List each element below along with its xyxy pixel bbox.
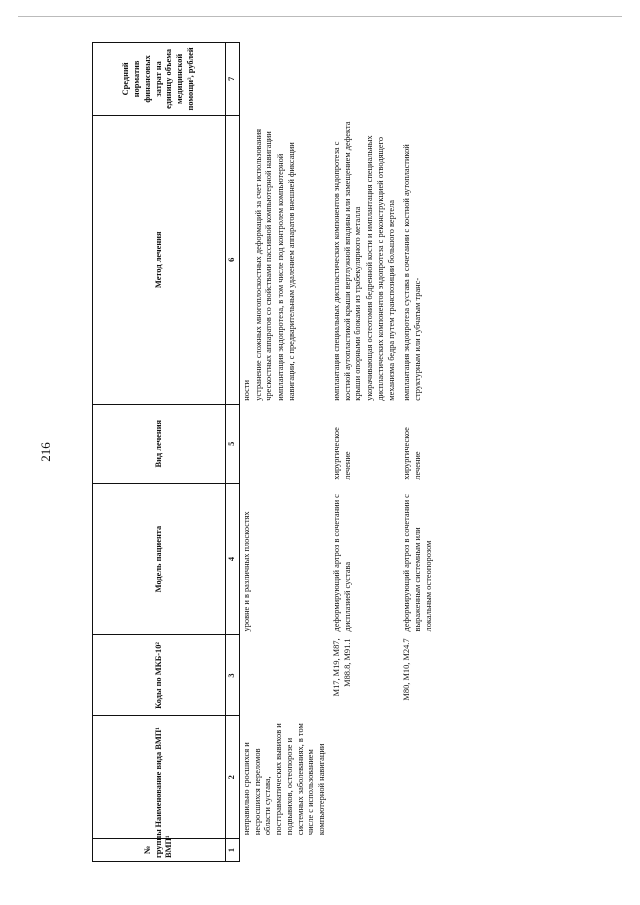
- method-item: устранение сложных многоплоскостных деформаций за счет использования чрескостных аппаратов со свойствами пассивной компьютерной навигации: [253, 128, 274, 401]
- column-number: 7: [226, 43, 240, 116]
- method-item: имплантация эндопротеза, в том числе под контролем компьютерной навигации, с предварительным удалением аппаратов внешней фиксации: [276, 142, 296, 401]
- vmp-table: [92, 42, 437, 862]
- cost-cell: [400, 43, 436, 116]
- vmp-name-cell: [330, 716, 401, 839]
- treatment-type-cell: хирургическое лечение: [402, 427, 422, 480]
- page-number: 216: [38, 442, 53, 462]
- rotated-page: [92, 42, 532, 862]
- header-treatment-method: Метод лечения: [93, 115, 226, 404]
- table-row: [400, 43, 436, 862]
- icd-codes-cell: M17, M19, M87, M88.8, M91.1: [331, 638, 352, 697]
- column-number: 4: [226, 483, 240, 635]
- vmp-name-cell: неправильно сросшихся и несросшихся переломов области сустава, посттравматических вывихов и подвывихов, остеопорозе и системных заболеваниях, в том числе с использованием компьютерной навигации: [241, 723, 326, 836]
- column-number-row: [226, 43, 240, 862]
- column-number: 3: [226, 635, 240, 716]
- header-vmp-name: Наименование вида ВМП¹: [93, 716, 226, 839]
- column-number: 1: [226, 839, 240, 862]
- header-group-number: № группы ВМП¹: [93, 839, 226, 862]
- column-number: 5: [226, 404, 240, 483]
- column-number: 6: [226, 115, 240, 404]
- table-row: [330, 43, 401, 862]
- table-row: [239, 43, 330, 862]
- column-number: 2: [226, 716, 240, 839]
- header-cost: Средний норматив финансовых затрат на единицу объема медицинской помощи³, рублей: [93, 43, 226, 116]
- treatment-type-cell: хирургическое лечение: [331, 427, 352, 480]
- treatment-type-cell: [239, 404, 330, 483]
- header-patient-model: Модель пациента: [93, 483, 226, 635]
- top-rule: [18, 16, 622, 17]
- cost-cell: [239, 43, 330, 116]
- header-treatment-type: Вид лечения: [93, 404, 226, 483]
- header-icd-codes: Коды по МКБ-10²: [93, 635, 226, 716]
- icd-codes-cell: M80, M10, M24.7: [402, 638, 412, 701]
- treatment-method-cell: [400, 115, 436, 404]
- header-row: [93, 43, 226, 862]
- treatment-method-cell: [330, 115, 401, 404]
- vmp-name-cell: [400, 716, 436, 839]
- patient-model-cell: деформирующий артроз в сочетании с выраженным системным или локальным остеопорозом: [402, 494, 433, 632]
- method-item: имплантация специальных диспластических компонентов эндопротеза с костной аутопластикой крыши вертлужной впадины или замещением дефекта крыши опорными блоками из трабекулярного металла: [331, 121, 363, 401]
- patient-model-cell: деформирующий артроз в сочетании с дисплазией сустава: [331, 494, 352, 632]
- method-item: укорачивающая остеотомия бедренной кости и имплантация специальных диспластических компонентов эндопротеза с реконструкцией отводящего механизма бедра путем транспозиции большого вертела: [365, 135, 396, 401]
- icd-codes-cell: [239, 635, 330, 716]
- treatment-method-cell: [239, 115, 330, 404]
- group-cell: [239, 839, 330, 862]
- method-item: имплантация эндопротеза сустава в сочетании с костной аутопластикой структурным или губчатым транс-: [402, 144, 422, 401]
- group-cell: [330, 839, 401, 862]
- patient-model-cell: уровне и в различных плоскостях: [241, 511, 251, 632]
- method-item: ности: [241, 379, 251, 401]
- cost-cell: [330, 43, 401, 116]
- group-cell: [400, 839, 436, 862]
